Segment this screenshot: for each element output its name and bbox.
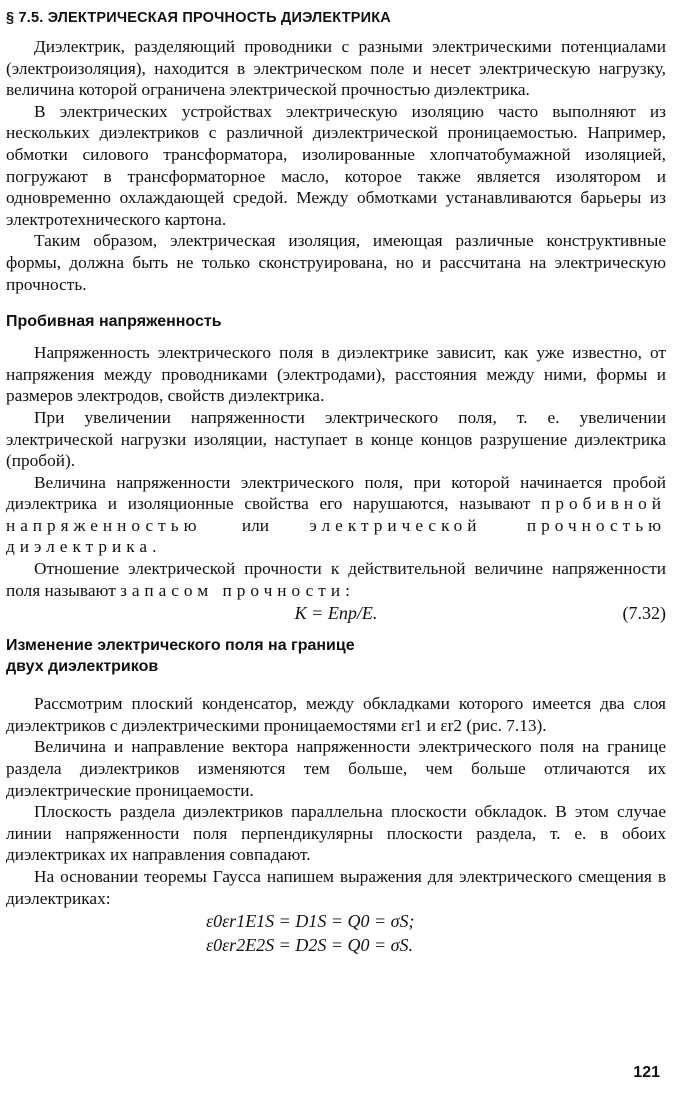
boundary-paragraph-4: На основании теоремы Гаусса напишем выражения для электрического смещения в диэлектриках: <box>6 867 666 908</box>
formula-7-32 <box>6 601 666 625</box>
boundary-paragraph-2: Величина и направление вектора напряженности электрического поля на границе раздела диэлектриков изменяются тем больше, чем больше отличаются их диэлектрические проницаемости. <box>6 737 666 800</box>
breakdown-paragraph-4 <box>6 558 666 601</box>
heading-breakdown-strength: Пробивная напряженность <box>6 313 222 331</box>
breakdown-paragraph-2: При увеличении напряженности электрического поля, т. е. увеличении электрической нагрузки изоляции, наступает в конце концов разрушение диэлектрика (пробой). <box>6 407 666 471</box>
term-safety-margin: запасом прочности <box>120 580 346 600</box>
page-number: 121 <box>633 1064 660 1081</box>
breakdown-p3-text-a: Величина напряженности электрического поля, при которой начинается пробой диэлектрика и изоляционные свойства его нарушаются, называют <box>6 472 666 514</box>
breakdown-p4-text-b: : <box>345 580 350 600</box>
page-content <box>6 8 666 957</box>
equation-2: ε0εr2E2S = D2S = Q0 = σS. <box>206 935 413 956</box>
breakdown-p3-text-c: . <box>152 537 157 557</box>
formula-number: (7.32) <box>622 603 666 624</box>
intro-paragraph-1: Диэлектрик, разделяющий проводники с разными электрическими потенциалами (электроизоляция), находится в электрическом поле и несет электрическую нагрузку, величина которой ограничена электрической прочностью диэлектрика. <box>6 37 666 100</box>
breakdown-p4-text-a: Отношение электрической прочности к действительной величине напряженности поля называют <box>6 559 666 600</box>
boundary-paragraph-1: Рассмотрим плоский конденсатор, между обкладками которого имеется два слоя диэлектриков с диэлектрическими проницаемостями εr1 и εr2 (рис. 7.13). <box>6 694 666 735</box>
term-breakdown-strength: пробивной напряженностью <box>6 494 666 535</box>
term-electric-strength: электрической прочностью диэлектрика <box>6 515 667 557</box>
intro-paragraph-3: Таким образом, электрическая изоляция, имеющая различные конструктивные формы, должна быть не только сконструирована, но и рассчитана на электрическую прочность. <box>6 231 666 294</box>
breakdown-paragraph-3 <box>6 472 666 558</box>
heading-boundary-line-2: двух диэлектриков <box>6 658 159 676</box>
equation-1: ε0εr1E1S = D1S = Q0 = σS; <box>206 911 415 932</box>
breakdown-paragraph-1: Напряженность электрического поля в диэлектрике зависит, как уже известно, от напряжения между проводниками (электродами), расстояния между ними, формы и размеров электродов, свойств диэлектрика. <box>6 343 666 406</box>
formula-text: K = Eпр/E. <box>294 603 378 624</box>
section-title: § 7.5. ЭЛЕКТРИЧЕСКАЯ ПРОЧНОСТЬ ДИЭЛЕКТРИКА <box>6 10 391 26</box>
intro-paragraph-2: В электрических устройствах электрическую изоляцию часто выполняют из нескольких диэлектриков с различной диэлектрической проницаемостью. Например, обмотки силового трансформатора, изолированные хлопчатобумажной изоляцией, погружают в трансформаторное масло, которое также является изолятором и одновременно охлаждающей средой. Между обмотками устанавливаются барьеры из электротехнического картона. <box>6 101 666 229</box>
boundary-paragraph-3: Плоскость раздела диэлектриков параллельна плоскости обкладок. В этом случае линии напряженности поля перпендикулярны плоскости раздела, т. е. в обоих диэлектриках их направления совпадают. <box>6 802 666 865</box>
heading-boundary-line-1: Изменение электрического поля на границе <box>6 637 355 655</box>
breakdown-p3-text-b: или <box>201 515 310 535</box>
